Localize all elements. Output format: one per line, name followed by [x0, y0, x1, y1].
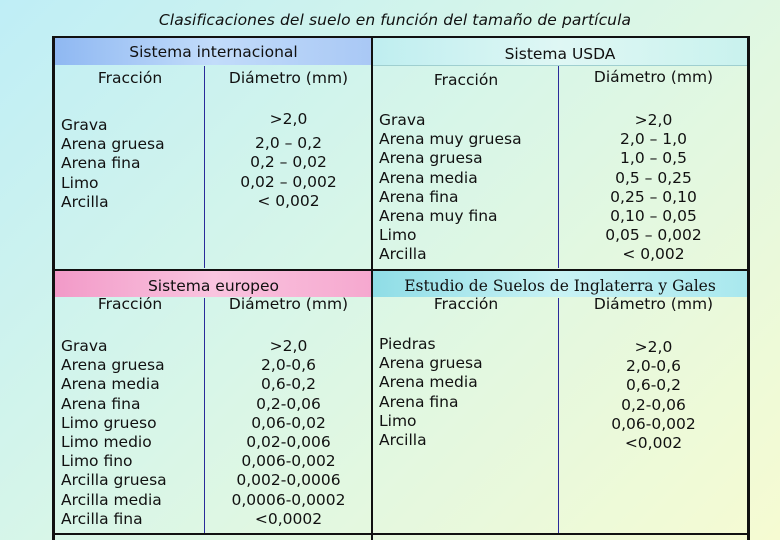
- fraction-cell: Limo fino: [61, 452, 133, 471]
- diameter-cell: 0,0006-0,0002: [231, 490, 346, 509]
- international-diameter-header: Diámetro (mm): [228, 69, 349, 87]
- diameter-cell: < 0,002: [257, 191, 320, 210]
- european-fraction-list: [61, 337, 167, 529]
- international-fraction-list: [61, 116, 165, 212]
- diameter-cell: 0,06-0,02: [251, 413, 326, 432]
- usda-header-band: [373, 38, 747, 66]
- fraction-cell: Arena media: [61, 375, 160, 394]
- fraction-cell: Arena fina: [61, 154, 141, 173]
- fraction-cell: Arcilla media: [61, 490, 162, 509]
- uk-header-band: [373, 271, 747, 297]
- diameter-cell: 0,06-0,002: [611, 414, 696, 433]
- fraction-cell: Arcilla: [61, 192, 109, 211]
- diameter-cell: < 0,002: [622, 245, 685, 264]
- diameter-cell: >2,0: [634, 111, 673, 129]
- fraction-cell: Limo: [61, 173, 99, 192]
- diameter-cell: 2,0-0,6: [626, 357, 681, 376]
- fraction-cell: Arena muy gruesa: [379, 130, 522, 149]
- fraction-cell: Grava: [61, 116, 108, 134]
- uk-header: Estudio de Suelos de Inglaterra y Gales: [404, 277, 716, 295]
- diameter-cell: 0,6-0,2: [261, 375, 316, 394]
- fraction-cell: Arena fina: [379, 392, 459, 411]
- diameter-cell: >2,0: [269, 110, 308, 128]
- fraction-cell: Limo medio: [61, 432, 152, 451]
- usda-col-divider: [558, 66, 559, 268]
- european-header: Sistema europeo: [147, 277, 280, 295]
- international-diameter-list: [206, 110, 371, 211]
- uk-diameter-list: [560, 338, 747, 453]
- diameter-cell: 0,05 – 0,002: [605, 226, 702, 245]
- diameter-cell: 2,0-0,6: [261, 356, 316, 375]
- international-header-band: [55, 38, 372, 65]
- usda-diameter-list: [560, 111, 747, 265]
- diameter-cell: 0,02 – 0,002: [240, 172, 337, 191]
- fraction-cell: Arcilla gruesa: [61, 471, 167, 490]
- international-header: Sistema internacional: [129, 42, 298, 61]
- diameter-cell: >2,0: [634, 338, 673, 356]
- usda-diameter-header: Diámetro (mm): [593, 68, 714, 86]
- diameter-cell: 0,10 – 0,05: [610, 206, 697, 225]
- usda-header: Sistema USDA: [504, 44, 616, 63]
- european-diameter-list: [206, 337, 371, 529]
- fraction-cell: Arena gruesa: [61, 356, 165, 375]
- diameter-cell: 2,0 – 0,2: [255, 134, 322, 153]
- diameter-cell: 0,02-0,006: [246, 432, 331, 451]
- diameter-cell: <0,002: [624, 433, 683, 452]
- diameter-cell: 0,2-0,06: [621, 395, 686, 414]
- diameter-cell: 0,2-0,06: [256, 394, 321, 413]
- uk-col-divider: [558, 298, 559, 533]
- diameter-cell: 0,2 – 0,02: [250, 153, 327, 172]
- fraction-cell: Grava: [61, 337, 108, 355]
- european-fraction-header: Fracción: [97, 297, 163, 312]
- diameter-cell: 0,6-0,2: [626, 376, 681, 395]
- fraction-cell: Arena muy fina: [379, 206, 498, 225]
- european-diameter-header: Diámetro (mm): [228, 297, 349, 312]
- european-header-band: [55, 271, 372, 297]
- european-col-divider: [204, 298, 205, 533]
- fraction-cell: Limo grueso: [61, 413, 157, 432]
- fraction-cell: Arena fina: [379, 187, 459, 206]
- diameter-cell: >2,0: [269, 337, 308, 355]
- diameter-cell: 2,0 – 1,0: [620, 130, 687, 149]
- fraction-cell: Piedras: [379, 335, 436, 353]
- fraction-cell: Limo: [379, 411, 417, 430]
- diameter-cell: 0,006-0,002: [241, 452, 336, 471]
- international-col-divider: [204, 66, 205, 268]
- usda-fraction-header: Fracción: [433, 71, 499, 89]
- diameter-cell: 0,5 – 0,25: [615, 168, 692, 187]
- fraction-cell: Limo: [379, 226, 417, 245]
- fraction-cell: Arena gruesa: [379, 354, 483, 373]
- fraction-cell: Arena gruesa: [61, 135, 165, 154]
- fraction-cell: Grava: [379, 111, 426, 129]
- fraction-cell: Arena gruesa: [379, 149, 483, 168]
- uk-fraction-header: Fracción: [433, 297, 499, 312]
- diameter-cell: 0,25 – 0,10: [610, 187, 697, 206]
- fraction-cell: Arena media: [379, 373, 478, 392]
- international-fraction-header: Fracción: [97, 69, 163, 87]
- page-title: Clasificaciones del suelo en función del tamaño de partícula: [158, 11, 632, 29]
- diameter-cell: 1,0 – 0,5: [620, 149, 687, 168]
- fraction-cell: Arcilla fina: [61, 509, 143, 528]
- uk-diameter-header: Diámetro (mm): [593, 297, 714, 312]
- center-divider: [371, 36, 373, 540]
- middle-divider: [52, 269, 750, 271]
- uk-fraction-list: [379, 335, 483, 450]
- fraction-cell: Arcilla: [379, 245, 427, 264]
- fraction-cell: Arena fina: [61, 394, 141, 413]
- diameter-cell: <0,0002: [254, 509, 323, 528]
- diameter-cell: 0,002-0,0006: [236, 471, 341, 490]
- bottom-divider: [52, 533, 750, 535]
- fraction-cell: Arena media: [379, 168, 478, 187]
- fraction-cell: Arcilla: [379, 430, 427, 449]
- usda-fraction-list: [379, 111, 522, 265]
